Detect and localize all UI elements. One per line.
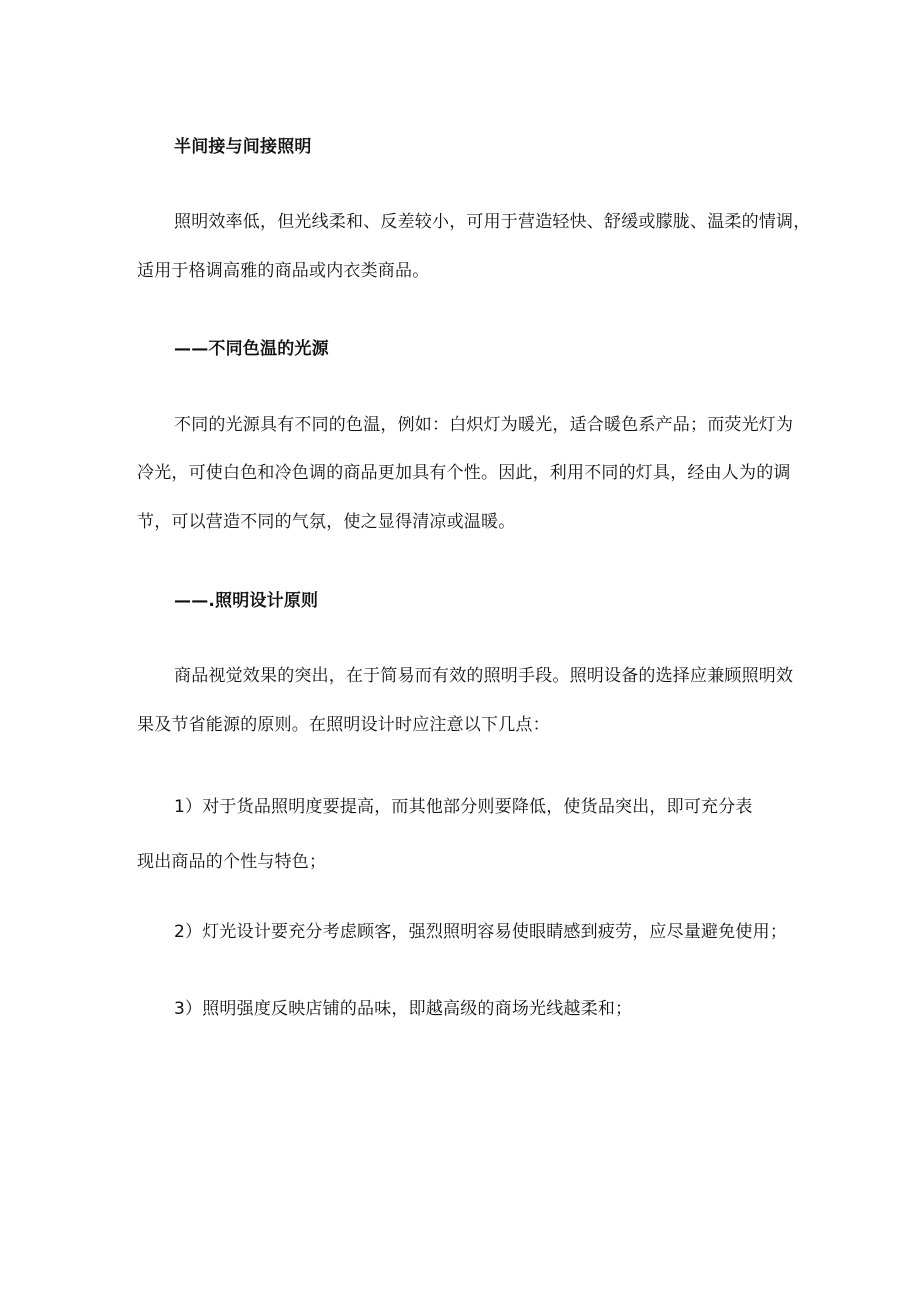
section-heading-indirect-lighting: 半间接与间接照明 bbox=[174, 137, 312, 157]
section-heading-color-temperature: ——不同色温的光源 bbox=[174, 339, 329, 359]
paragraph-line: 节，可以营造不同的气氛，使之显得清凉或温暖。 bbox=[137, 512, 516, 532]
section-heading-design-principles: ——.照明设计原则 bbox=[174, 591, 319, 611]
list-item-line: 现出商品的个性与特色； bbox=[137, 852, 327, 872]
paragraph-line: 照明效率低，但光线柔和、反差较小，可用于营造轻快、舒缓或朦胧、温柔的情调， bbox=[174, 212, 811, 232]
paragraph-line: 冷光，可使白色和冷色调的商品更加具有个性。因此，利用不同的灯具，经由人为的调 bbox=[137, 463, 791, 483]
paragraph-line: 商品视觉效果的突出，在于简易而有效的照明手段。照明设备的选择应兼顾照明效 bbox=[174, 666, 794, 686]
paragraph-line: 果及节省能源的原则。在照明设计时应注意以下几点： bbox=[137, 715, 550, 735]
list-item: 2）灯光设计要充分考虑顾客，强烈照明容易使眼睛感到疲劳，应尽量避免使用； bbox=[174, 922, 788, 942]
list-item: 3）照明强度反映店铺的品味，即越高级的商场光线越柔和； bbox=[174, 999, 633, 1019]
list-item-line: 1）对于货品照明度要提高，而其他部分则要降低，使货品突出，即可充分表 bbox=[174, 797, 753, 817]
paragraph-line: 适用于格调高雅的商品或内衣类商品。 bbox=[137, 261, 430, 281]
paragraph-line: 不同的光源具有不同的色温，例如：白炽灯为暖光，适合暖色系产品；而荧光灯为 bbox=[174, 415, 794, 435]
